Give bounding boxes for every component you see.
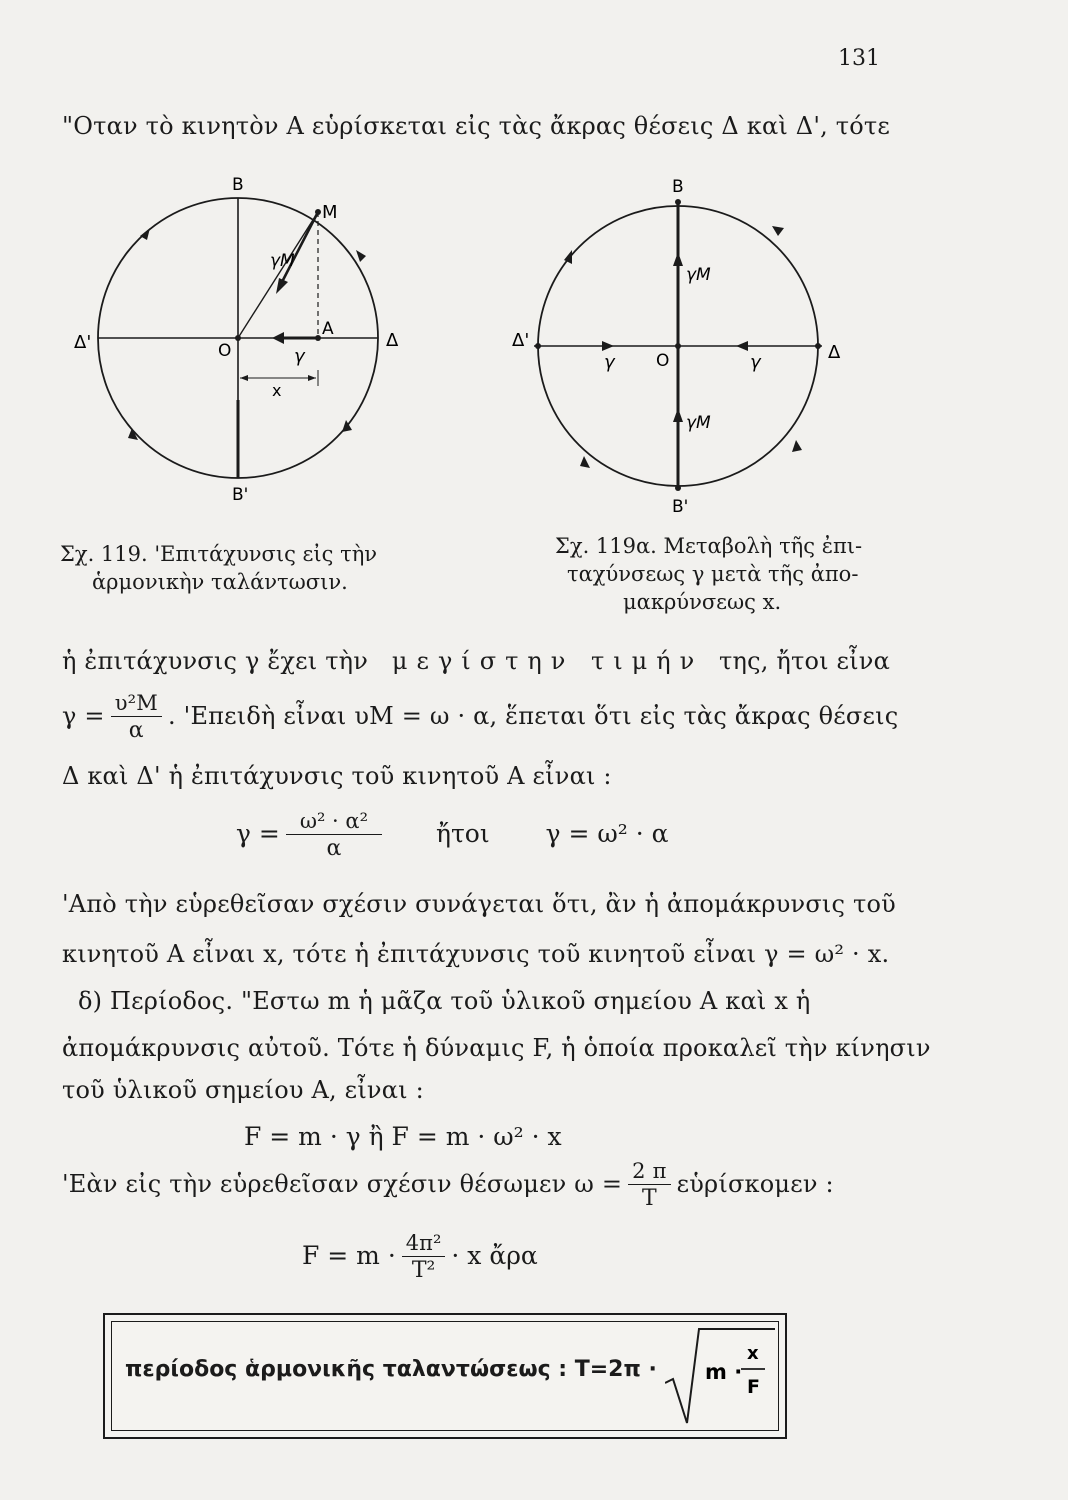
eq3-fraction [402, 1230, 446, 1285]
fig119-caption [60, 540, 377, 596]
fig119a-point-d [815, 343, 821, 349]
fig119-gamma-m-arrowhead [276, 278, 288, 294]
fig119a-label-d: Δ [828, 342, 841, 363]
fig119a-caption [555, 532, 862, 616]
body-line-2 [62, 690, 898, 745]
body-line-2-rest: . 'Επειδὴ εἶναι υΜ = ω · α, ἕπεται ὅτι εἰς τὰς ἄκρας θέσεις [167, 702, 899, 730]
fig119-label-a: Α [322, 319, 334, 339]
body-line-1-emphasis: μεγίστην τιμήν [391, 647, 704, 675]
fig119-motion-arrow [140, 228, 150, 240]
fig119a-gamma-arrow-left [602, 341, 614, 351]
fig119a-caption-line2: ταχύνσεως γ μετὰ τῆς ἀπο- [567, 562, 859, 586]
fig119a-label-o: Ο [656, 351, 670, 371]
body-line-1-part-c: της, ἤτοι εἶνα [719, 647, 890, 675]
fig119a-caption-line1: Σχ. 119α. Μεταβολὴ τῆς ἐπι- [555, 534, 863, 558]
eq1-fraction [286, 808, 382, 863]
body-line-1 [62, 647, 890, 675]
eq1-connector: ἤτοι [435, 819, 490, 848]
fig119-label-gamma: γ [294, 346, 305, 367]
figure-119a [510, 170, 860, 520]
fig119a-label-b-prime: Β' [672, 497, 689, 517]
omega-denominator: T [641, 1186, 657, 1211]
page-number: 131 [838, 46, 880, 71]
intro-line: "Οταν τὸ κινητὸν Α εὑρίσκεται εἰς τὰς ἄκρας θέσεις Δ καὶ Δ', τότε [62, 112, 891, 140]
fig119-label-m: Μ [322, 202, 338, 223]
fig119-radius-om [238, 212, 318, 338]
fraction-numerator: υ²Μ [111, 690, 162, 717]
body-line-8: τοῦ ὑλικοῦ σημείου Α, εἶναι : [62, 1076, 424, 1104]
body-line-9-part-a: 'Εὰν εἰς τὴν εὑρεθεῖσαν σχέσιν θέσωμεν ω = [62, 1170, 623, 1198]
body-line-3: Δ καὶ Δ' ἡ ἐπιτάχυνσις τοῦ κινητοῦ Α εἶναι : [62, 762, 612, 790]
fig119-label-b-prime: Β' [232, 485, 249, 505]
fig119a-point-d-prime [535, 343, 541, 349]
body-line-4: 'Απὸ τὴν εὑρεθεῖσαν σχέσιν συνάγεται ὅτι, ἂν ἡ ἀπομάκρυνσις τοῦ [62, 890, 896, 918]
fig119-caption-line2: ἁρμονικὴν ταλάντωσιν. [92, 570, 348, 594]
fig119a-gamma-arrow-right [736, 341, 748, 351]
eq3-rhs: · x ἄρα [451, 1241, 538, 1270]
equation-force: F = m · γ ἢ F = m · ω² · x [244, 1122, 562, 1151]
omega-numerator: 2 π [628, 1158, 670, 1185]
fig119a-label-gamma-right: γ [750, 352, 761, 373]
fig119-label-d-prime: Δ' [74, 332, 92, 353]
fig119a-label-gamma-m-top: γΜ [686, 265, 711, 285]
fraction-denominator: α [128, 718, 144, 743]
fig119-label-x: x [272, 381, 282, 400]
fig119a-label-b: Β [672, 177, 684, 197]
sqrt-m: m · [705, 1360, 743, 1384]
fig119-x-arrow-right [308, 375, 316, 381]
fig119-label-o: Ο [218, 341, 232, 361]
fig119a-point-o [675, 343, 681, 349]
fig119-label-gamma-m: γΜ [270, 251, 295, 271]
figure-119 [60, 170, 490, 520]
fig119a-gamma-m-arrow-bottom [673, 408, 683, 422]
fig119-point-o [235, 335, 241, 341]
eq3-denominator: T² [411, 1258, 436, 1283]
sqrt-denominator: F [747, 1376, 760, 1398]
omega-fraction [628, 1158, 670, 1213]
fig119a-label-gamma-m-bottom: γΜ [686, 413, 711, 433]
fig119a-motion-arrow [580, 456, 590, 468]
fig119a-label-gamma-left: γ [604, 352, 615, 373]
fig119-gamma-m-vector [282, 212, 318, 282]
body-line-9 [62, 1158, 834, 1213]
fraction-vm-over-a [111, 690, 162, 745]
body-line-5: κινητοῦ Α εἶναι x, τότε ἡ ἐπιτάχυνσις τοῦ κινητοῦ εἶναι γ = ω² · x. [62, 940, 890, 968]
period-formula-box [103, 1313, 787, 1439]
eq1-lhs: γ = [236, 819, 280, 848]
equation-force-period [302, 1230, 538, 1285]
fig119a-motion-arrow [772, 226, 784, 236]
fig119a-label-d-prime: Δ' [512, 330, 530, 351]
fig119-gamma-arrowhead [272, 332, 284, 344]
fig119-motion-arrow [356, 250, 366, 262]
body-line-1-part-a: ἡ ἐπιτάχυνσις γ ἔχει τὴν [62, 647, 369, 675]
fig119-label-b: Β [232, 175, 244, 195]
body-line-9-part-b: εὑρίσκομεν : [676, 1170, 834, 1198]
equation-gamma [236, 808, 669, 863]
fig119-x-arrow-left [240, 375, 248, 381]
sqrt-numerator: x [747, 1343, 759, 1364]
fig119-point-m [315, 209, 321, 215]
body-line-7: ἀπομάκρυνσις αὐτοῦ. Τότε ἡ δύναμις F, ἡ ὁποία προκαλεῖ τὴν κίνησιν [62, 1034, 931, 1062]
fig119a-point-b [675, 199, 681, 205]
period-formula-label: περίοδος ἁρμονικῆς ταλαντώσεως : T=2π · [125, 1357, 657, 1382]
fig119a-motion-arrow [792, 440, 802, 452]
eq3-lhs: F = m · [302, 1241, 396, 1270]
square-root-sign [665, 1325, 775, 1429]
eq1-numerator: ω² · α² [286, 808, 382, 835]
fig119-label-d: Δ [386, 330, 399, 351]
eq1-denominator: α [326, 836, 342, 861]
eq1-rhs: γ = ω² · α [545, 819, 669, 848]
fig119-point-a [315, 335, 321, 341]
fig119a-caption-line3: μακρύνσεως x. [623, 590, 782, 614]
eq3-numerator: 4π² [402, 1230, 446, 1257]
fig119a-gamma-m-arrow-top [673, 252, 683, 266]
fig119a-point-b-prime [675, 485, 681, 491]
gamma-equals: γ = [62, 702, 105, 730]
fig119-caption-line1: Σχ. 119. 'Επιτάχυνσις εἰς τὴν [60, 542, 378, 566]
body-line-6: δ) Περίοδος. "Εστω m ἡ μᾶζα τοῦ ὑλικοῦ σημείου Α καὶ x ἡ [78, 987, 811, 1015]
